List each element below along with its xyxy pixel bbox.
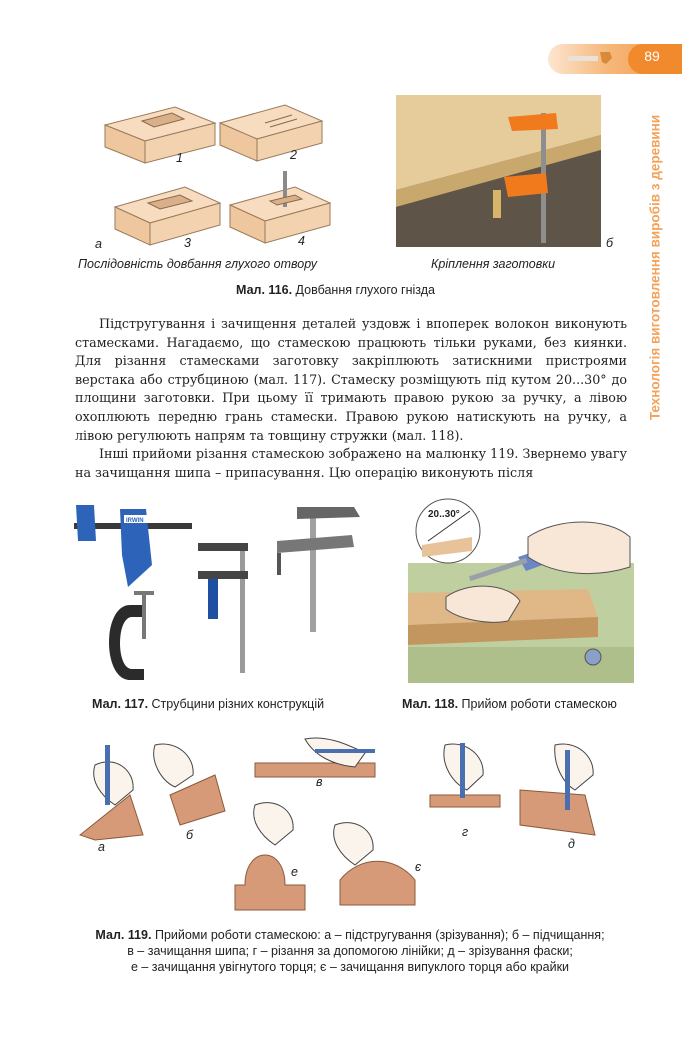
fig119-caption-line1 <box>60 927 640 943</box>
fig119-caption-num: Мал. 119. <box>95 928 152 942</box>
fig119-letter-ye: є <box>415 860 422 874</box>
body-paragraph-2: Інші прийоми різання стамескою зображено на малюнку 119. Звернемо увагу на зачищання шипа – припасування. Цю операцію виконують після <box>75 446 627 480</box>
fig116-letter-a: а <box>95 237 102 251</box>
page-number: 89 <box>644 48 660 64</box>
body-paragraph-1: Підстругування і зачищення деталей уздовж і впоперек волокон виконують стамесками. Нагадаємо, що стамескою працюють тільки руками, без киянки. Для різання стамесками заготовку закріплюють затискними пристроями верстака або струбциною (мал. 117). Стамеску розміщують під кутом 20...30° до площини заготовки. При цьому її тримають правою рукою за ручку, а лівою охоплюють передню грань стамески. Правою рукою натискують на ручку, а лівою регулюють напрям та товщину стружки (мал. 118). <box>75 316 627 443</box>
fig116-label-4: 4 <box>298 234 305 248</box>
tools-logo-icon <box>566 50 616 66</box>
fig119-letter-d: д <box>568 837 575 851</box>
fig117-brand: IRWIN <box>126 518 144 524</box>
fig116-subcaption-a: Послідовність довбання глухого отвору <box>78 257 318 271</box>
fig116-label-3: 3 <box>184 236 191 250</box>
fig116-clamp-photo <box>396 95 601 247</box>
fig118-caption-text: Прийом роботи стамескою <box>461 697 617 711</box>
fig117-caption <box>92 697 324 711</box>
fig119-caption-line3: е – зачищання увігнутого торця; є – зачищання випуклого торця або крайки <box>130 960 570 974</box>
fig119-caption <box>60 927 640 975</box>
fig119-letter-b: б <box>186 828 194 842</box>
fig119-letter-h: г <box>462 825 469 839</box>
fig118-angle-label: 20..30° <box>428 509 460 520</box>
fig117-caption-text: Струбцини різних конструкцій <box>151 697 325 711</box>
fig116-blocks-illustration <box>90 95 350 260</box>
fig118-chisel-illustration <box>408 497 634 683</box>
fig119-letter-e: е <box>291 865 298 879</box>
fig119-caption-line1-text: Прийоми роботи стамескою: а – підстругування (зрізування); б – підчищання; <box>154 928 605 942</box>
fig116-label-2: 2 <box>290 148 297 162</box>
fig119-techniques-illustration <box>75 735 615 920</box>
fig119-letter-a: а <box>98 840 105 854</box>
fig119-caption-line2: в – зачищання шипа; г – різання за допомогою лінійки; д – зрізування фаски; <box>127 944 573 958</box>
fig119-letter-v: в <box>316 775 323 789</box>
fig117-clamps-illustration <box>72 495 372 685</box>
fig116-caption <box>236 283 435 297</box>
body-text <box>75 315 627 482</box>
fig118-caption <box>402 697 617 711</box>
fig117-caption-num: Мал. 117. <box>92 697 149 711</box>
side-title <box>640 80 672 470</box>
fig118-caption-num: Мал. 118. <box>402 697 459 711</box>
fig116-letter-b: б <box>606 236 614 250</box>
fig116-label-1: 1 <box>176 151 183 165</box>
fig116-subcaption-b: Кріплення заготовки <box>431 257 556 271</box>
side-title-text: Технологія виготовлення виробів з деревини <box>647 114 663 421</box>
fig116-caption-text: Довбання глухого гнізда <box>295 283 436 297</box>
fig116-caption-num: Мал. 116. <box>236 283 293 297</box>
